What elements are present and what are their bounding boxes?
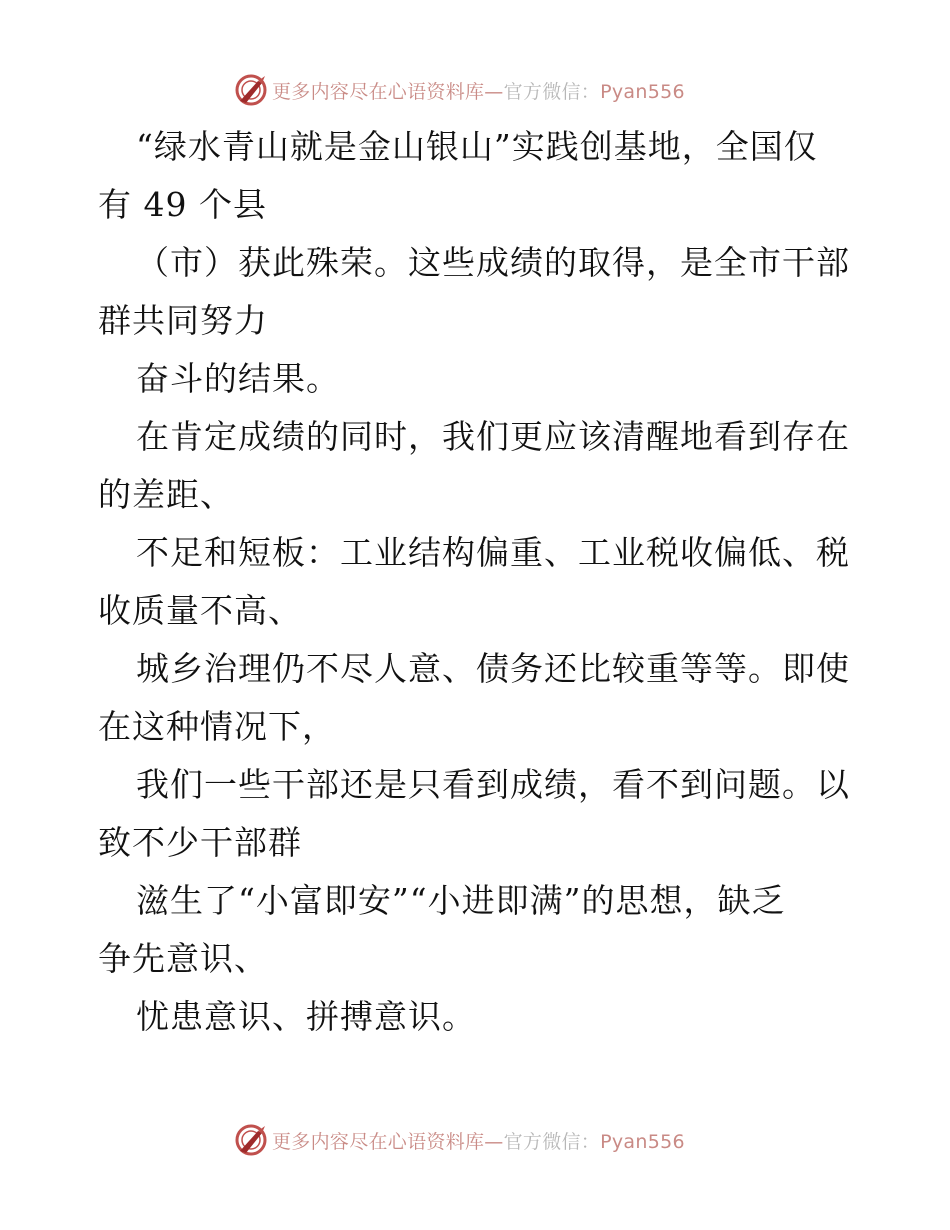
header-banner-wechat-label: 官方微信： xyxy=(503,80,601,103)
text-line: 滋生了“小富即安”“小进即满”的思想，缺乏 xyxy=(136,881,786,920)
text-line: 我们一些干部还是只看到成绩，看不到问题。以 xyxy=(136,765,850,804)
text-line: 不足和短板：工业结构偏重、工业税收偏低、税 xyxy=(136,533,850,572)
footer-banner-wechat-id: Pyan556 xyxy=(600,1130,685,1153)
text-line: 奋斗的结果。 xyxy=(136,359,340,398)
text-line: 收质量不高、 xyxy=(98,591,302,630)
text-line: 的差距、 xyxy=(98,475,234,514)
text-line: （市）获此殊荣。这些成绩的取得，是全市干部 xyxy=(136,243,850,282)
header-banner-wechat-id: Pyan556 xyxy=(600,80,685,103)
text-line: 争先意识、 xyxy=(98,939,268,978)
text-line: 在肯定成绩的同时，我们更应该清醒地看到存在 xyxy=(136,417,850,456)
footer-banner-main: 更多内容尽在心语资料库— xyxy=(272,1130,504,1153)
quill-pen-logo-icon xyxy=(234,73,268,107)
text-line: 城乡治理仍不尽人意、债务还比较重等等。即使 xyxy=(136,649,850,688)
header-banner-content xyxy=(234,70,685,110)
header-banner-text xyxy=(272,77,685,104)
text-line: 群共同努力 xyxy=(98,301,268,340)
header-watermark-banner xyxy=(0,70,950,110)
footer-banner-text xyxy=(272,1127,685,1154)
text-line: 在这种情况下， xyxy=(98,707,336,746)
text-line: 忧患意识、拼搏意识。 xyxy=(136,997,476,1036)
footer-watermark-banner xyxy=(0,1120,950,1160)
text-line: 致不少干部群 xyxy=(98,823,302,862)
footer-banner-wechat-label: 官方微信： xyxy=(503,1130,601,1153)
header-banner-main: 更多内容尽在心语资料库— xyxy=(272,80,504,103)
text-line: 有 49 个县 xyxy=(98,185,267,224)
quill-pen-logo-icon xyxy=(234,1123,268,1157)
footer-banner-content xyxy=(234,1120,685,1160)
text-line: “绿水青山就是金山银山”实践创基地，全国仅 xyxy=(136,127,818,166)
